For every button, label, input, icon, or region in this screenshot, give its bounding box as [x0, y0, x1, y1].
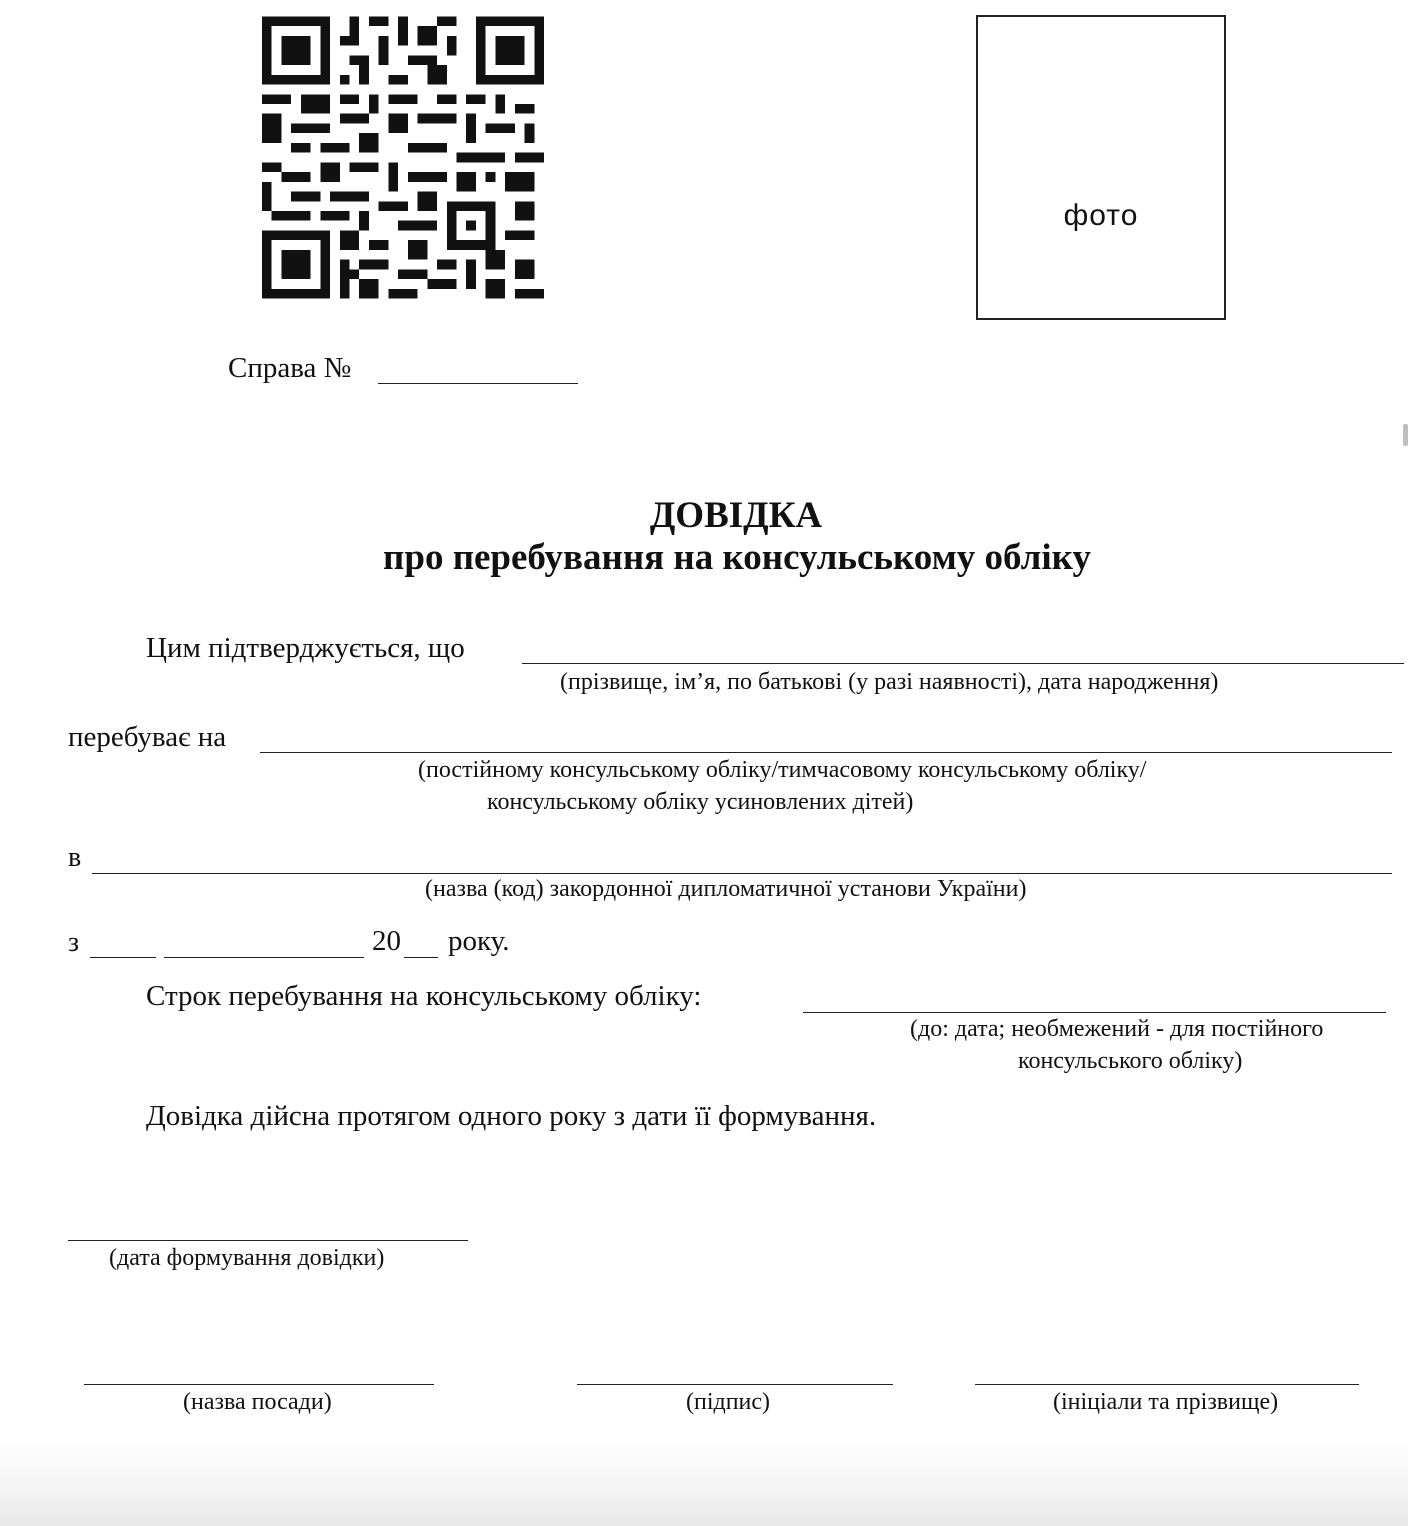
institution-field[interactable]	[92, 873, 1392, 874]
from-month-field[interactable]	[164, 957, 364, 958]
from-day-field[interactable]	[90, 957, 156, 958]
signature-field[interactable]	[577, 1384, 893, 1385]
position-field[interactable]	[84, 1384, 434, 1385]
scroll-indicator	[1403, 424, 1408, 446]
term-hint-1: (до: дата; необмежений - для постійного	[910, 1016, 1324, 1042]
term-field[interactable]	[803, 1012, 1386, 1013]
case-number-label: Справа №	[228, 352, 352, 384]
document-title: ДОВІДКА	[649, 495, 823, 536]
case-number-field[interactable]	[378, 383, 578, 384]
term-text: Строк перебування на консульському обліку:	[146, 980, 702, 1012]
from-year-field[interactable]	[404, 957, 438, 958]
page-bottom-shadow	[0, 1440, 1408, 1526]
term-hint-2: консульського обліку)	[1018, 1048, 1243, 1074]
person-field-hint: (прізвище, ім’я, по батькові (у разі наявності), дата народження)	[560, 669, 1219, 695]
name-field[interactable]	[975, 1384, 1359, 1385]
person-field[interactable]	[522, 663, 1404, 664]
in-text: в	[68, 842, 82, 873]
position-hint: (назва посади)	[183, 1389, 332, 1415]
registration-type-hint-2: консульському обліку усиновлених дітей)	[487, 789, 914, 815]
confirm-text: Цим підтверджується, що	[146, 632, 465, 664]
registration-type-hint-1: (постійному консульському обліку/тимчасовому консульському обліку/	[418, 757, 1147, 783]
validity-text: Довідка дійсна протягом одного року з дати її формування.	[146, 1100, 877, 1132]
from-prefix: з	[68, 927, 80, 958]
photo-label: фото	[1063, 199, 1139, 232]
photo-placeholder	[976, 15, 1226, 320]
issue-date-hint: (дата формування довідки)	[109, 1245, 385, 1271]
registered-text: перебуває на	[68, 721, 227, 753]
name-hint: (ініціали та прізвище)	[1053, 1389, 1279, 1415]
signature-hint: (підпис)	[686, 1389, 771, 1415]
from-suffix: року.	[448, 925, 510, 957]
issue-date-field[interactable]	[68, 1240, 468, 1241]
institution-hint: (назва (код) закордонної дипломатичної установи України)	[425, 876, 1027, 902]
from-year-prefix: 20	[372, 925, 401, 957]
document-subtitle: про перебування на консульському обліку	[383, 537, 1091, 578]
registration-type-field[interactable]	[260, 752, 1392, 753]
qr-code	[262, 14, 544, 301]
